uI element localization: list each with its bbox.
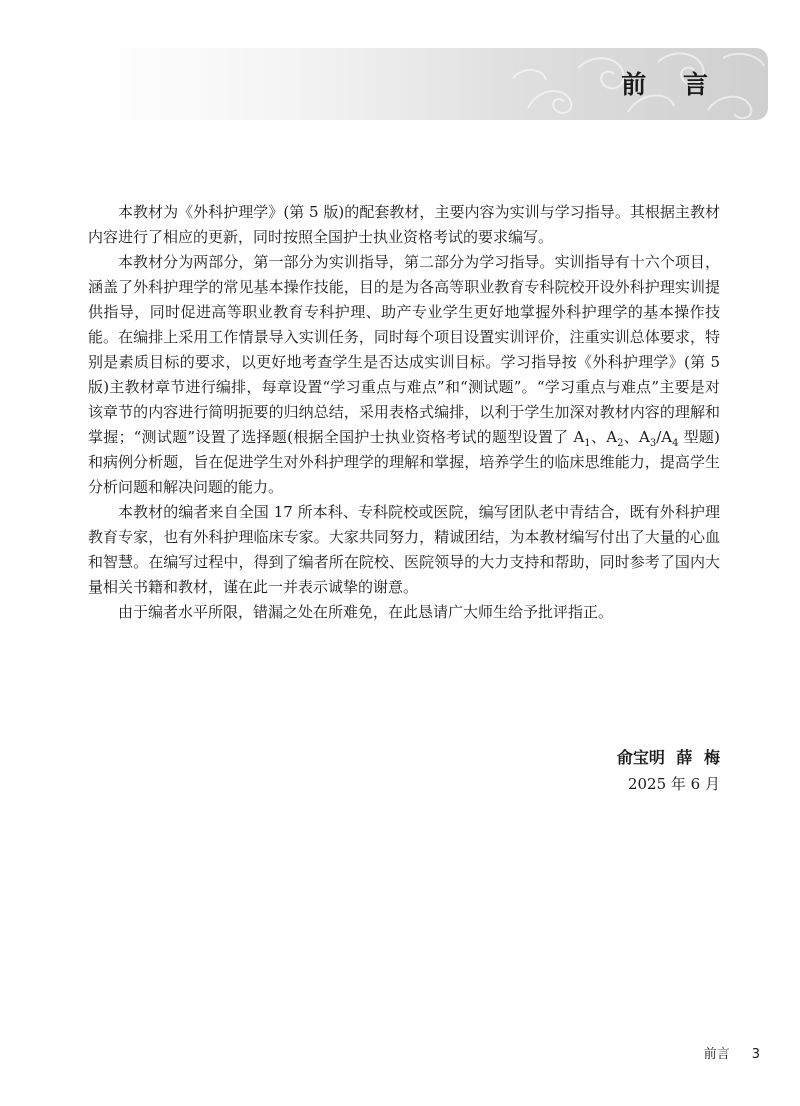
separator-2: 、A [623, 428, 650, 446]
page-footer [704, 1043, 760, 1062]
paragraph-2 [88, 250, 720, 500]
subscript-4: 4 [672, 438, 679, 449]
header-band [88, 48, 768, 120]
footer-section-label: 前言 [703, 1047, 730, 1062]
paragraph-1: 本教材为《外科护理学》(第 5 版)的配套教材，主要内容为实训与学习指导。其根据主教材内容进行了相应的更新，同时按照全国护士执业资格考试的要求编写。 [88, 203, 720, 246]
subscript-3: 3 [649, 438, 657, 449]
page-number: 3 [751, 1047, 760, 1062]
paragraph-3: 本教材的编者来自全国 17 所本科、专科院校或医院，编写团队老中青结合，既有外科护理教育专家，也有外科护理临床专家。大家共同努力，精诚团结，为本教材编写付出了大量的心血和智慧。在编写过程中，得到了编者所在院校、医院领导的大力支持和帮助，同时参考了国内大量相关书籍和教材，谨在此一并表示诚挚的谢意。 [88, 503, 720, 596]
author-names: 俞宝明 薛 梅 [616, 748, 720, 767]
paragraph-2-text-a: 本教材分为两部分，第一部分为实训指导，第二部分为学习指导。实训指导有十六个项目，涵盖了外科护理学的常见基本操作技能，目的是为各高等职业教育专科院校开设外科护理实训提供指导，同时促进高等职业教育专科护理、助产专业学生更好地掌握外科护理学的基本操作技能。在编排上采用工作情景导入实训任务，同时每个项目设置实训评价，注重实训总体要求，特别是素质目标的要求，以更好地考查学生是否达成实训目标。学习指导按《外科护理学》(第 5 版)主教材章节进行编排，每章设置“学习重点与难点”和“测试题”。“学习重点与难点”主要是对该章节的内容进行简明扼要的归纳总结，采用表格式编排，以利于学生加深对教材内容的理解和掌握；“测试题”设置了选择题(根据全国护士执业资格考试的题型设置了 A [88, 253, 720, 446]
signature-block [617, 745, 720, 797]
separator-3: /A [656, 428, 673, 446]
subscript-2: 2 [617, 438, 624, 449]
paragraph-2-text-b: 型题)和病例分析题，旨在促进学生对外科护理学的理解和掌握，培养学生的临床思维能力，提高学生分析问题和解决问题的能力。 [88, 428, 720, 496]
separator-1: 、A [590, 428, 618, 446]
preface-body [88, 200, 720, 625]
subscript-1: 1 [584, 438, 591, 449]
publication-date: 2025 年 6 月 [627, 775, 720, 793]
page-title: 前 言 [621, 70, 722, 99]
paragraph-4: 由于编者水平所限，错漏之处在所难免，在此恳请广大师生给予批评指正。 [118, 603, 614, 621]
